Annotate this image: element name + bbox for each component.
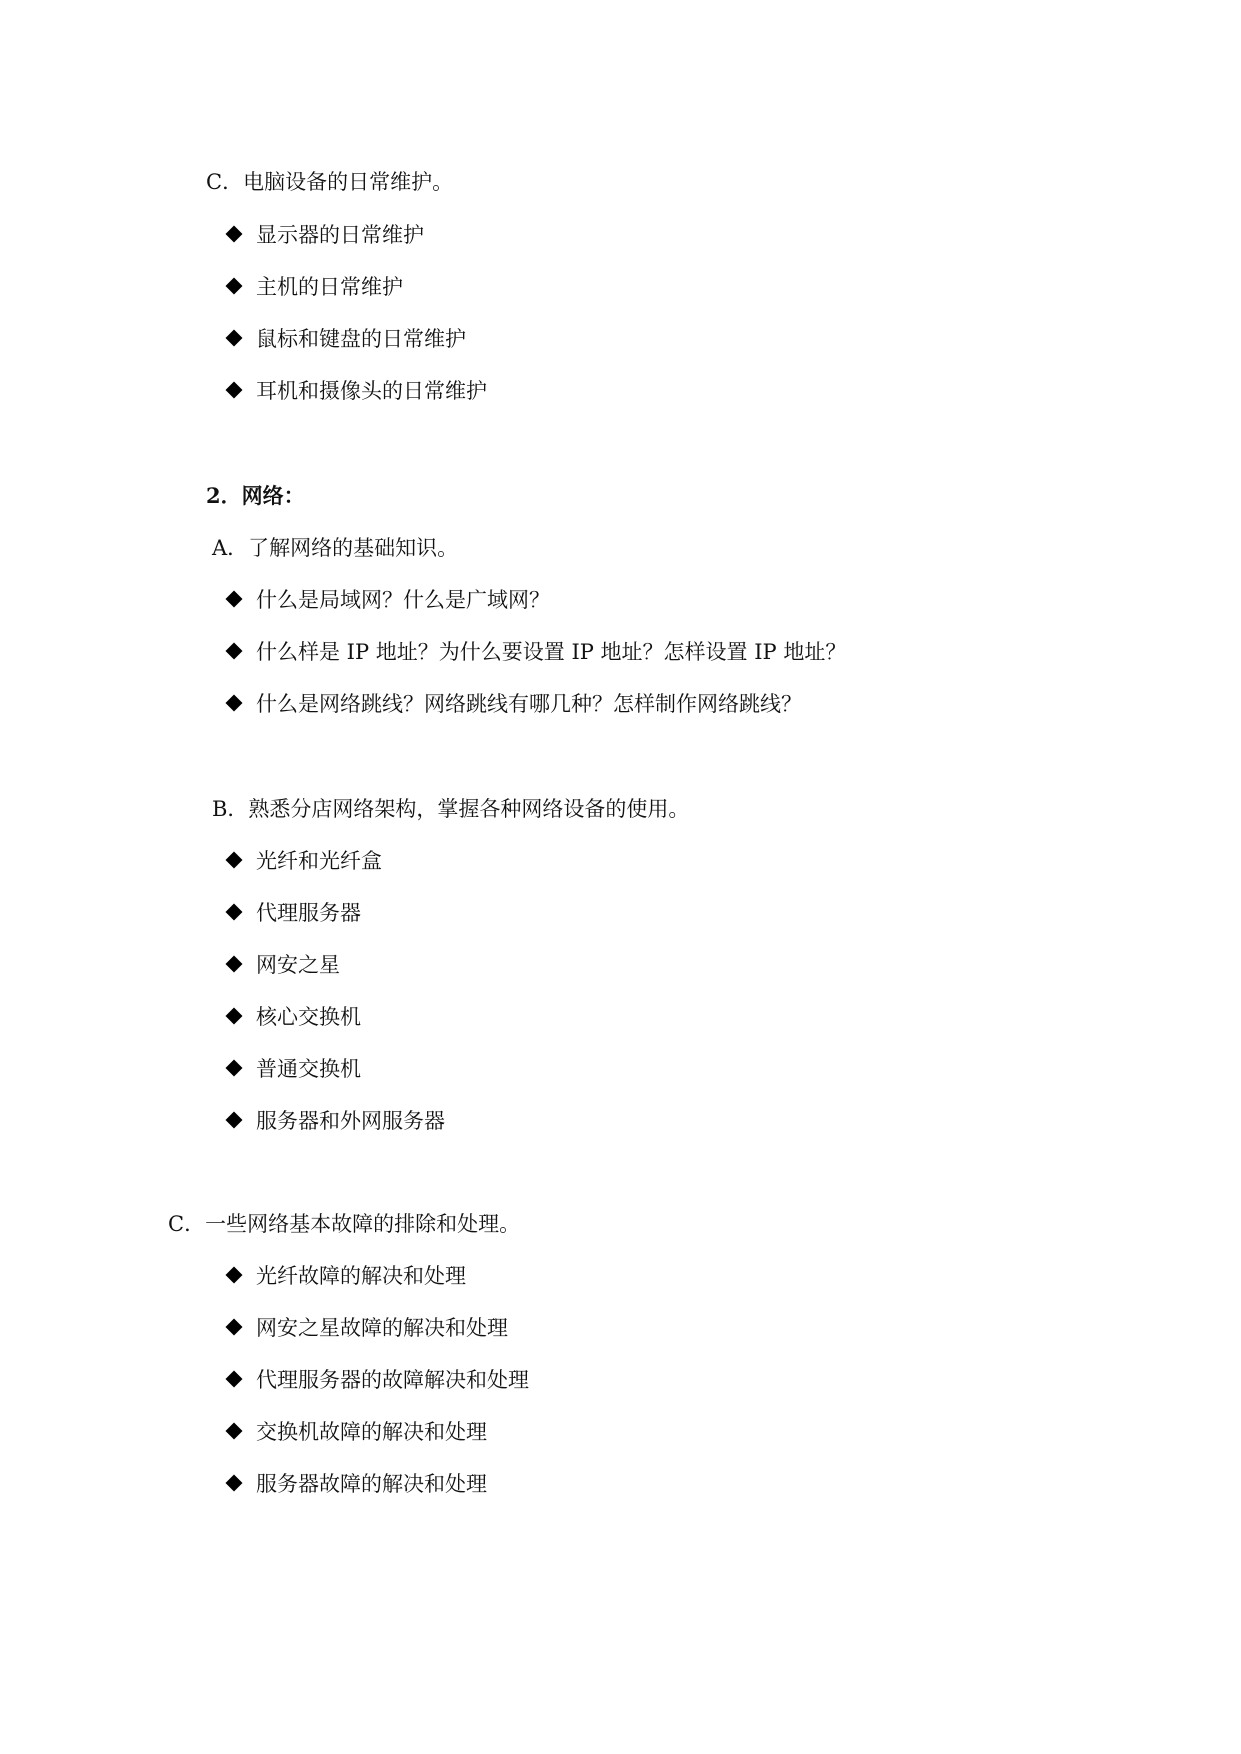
- list-item-text: 网安之星故障的解决和处理: [256, 1316, 508, 1340]
- list-item-text: 什么是网络跳线？网络跳线有哪几种？怎样制作网络跳线？: [256, 692, 802, 716]
- diamond-bullet-icon: [226, 1267, 243, 1284]
- list-item: [228, 273, 403, 301]
- list-item: [228, 1262, 466, 1290]
- diamond-bullet-icon: [226, 382, 243, 399]
- diamond-bullet-icon: [226, 1371, 243, 1388]
- diamond-bullet-icon: [226, 695, 243, 712]
- diamond-bullet-icon: [226, 643, 243, 660]
- list-item: [228, 1314, 508, 1342]
- list-item: [228, 638, 846, 666]
- diamond-bullet-icon: [226, 1008, 243, 1025]
- list-item-text: 服务器和外网服务器: [256, 1109, 445, 1133]
- list-item-text: 服务器故障的解决和处理: [256, 1472, 487, 1496]
- list-item: [228, 586, 550, 614]
- list-item-text: 主机的日常维护: [256, 275, 403, 299]
- list-item-text: 什么样是 IP 地址？为什么要设置 IP 地址？怎样设置 IP 地址？: [256, 640, 847, 664]
- list-item-text: 耳机和摄像头的日常维护: [256, 379, 487, 403]
- list-item-text: 光纤和光纤盒: [256, 849, 382, 873]
- list-item-text: 普通交换机: [256, 1057, 361, 1081]
- list-item: [228, 325, 466, 353]
- diamond-bullet-icon: [226, 591, 243, 608]
- list-item-text: 核心交换机: [256, 1005, 361, 1029]
- list-item-text: 鼠标和键盘的日常维护: [256, 327, 466, 351]
- diamond-bullet-icon: [226, 1112, 243, 1129]
- list-item: [228, 951, 340, 979]
- list-item: [228, 690, 802, 718]
- network-part-b-heading: B．熟悉分店网络架构，掌握各种网络设备的使用。: [212, 797, 690, 821]
- list-item: [228, 899, 361, 927]
- list-item-text: 显示器的日常维护: [256, 223, 424, 247]
- network-part-a-heading: A．了解网络的基础知识。: [212, 536, 459, 560]
- list-item-text: 交换机故障的解决和处理: [256, 1420, 487, 1444]
- list-item: [228, 1418, 487, 1446]
- list-item-text: 代理服务器: [256, 901, 361, 925]
- list-item-text: 网安之星: [256, 953, 340, 977]
- diamond-bullet-icon: [226, 904, 243, 921]
- list-item-text: 光纤故障的解决和处理: [256, 1264, 466, 1288]
- network-section-title: 2．网络：: [206, 483, 305, 508]
- list-item: [228, 221, 424, 249]
- list-item: [228, 1107, 445, 1135]
- network-part-c-heading: C．一些网络基本故障的排除和处理。: [168, 1212, 521, 1236]
- list-item: [228, 1003, 361, 1031]
- list-item-text: 代理服务器的故障解决和处理: [256, 1368, 529, 1392]
- diamond-bullet-icon: [226, 330, 243, 347]
- diamond-bullet-icon: [226, 1423, 243, 1440]
- diamond-bullet-icon: [226, 1060, 243, 1077]
- diamond-bullet-icon: [226, 1475, 243, 1492]
- diamond-bullet-icon: [226, 852, 243, 869]
- list-item: [228, 1470, 487, 1498]
- maintenance-heading: C．电脑设备的日常维护。: [206, 170, 454, 194]
- list-item-text: 什么是局域网？什么是广域网？: [256, 588, 550, 612]
- diamond-bullet-icon: [226, 278, 243, 295]
- list-item: [228, 377, 487, 405]
- diamond-bullet-icon: [226, 1319, 243, 1336]
- diamond-bullet-icon: [226, 226, 243, 243]
- list-item: [228, 847, 382, 875]
- list-item: [228, 1055, 361, 1083]
- list-item: [228, 1366, 529, 1394]
- diamond-bullet-icon: [226, 956, 243, 973]
